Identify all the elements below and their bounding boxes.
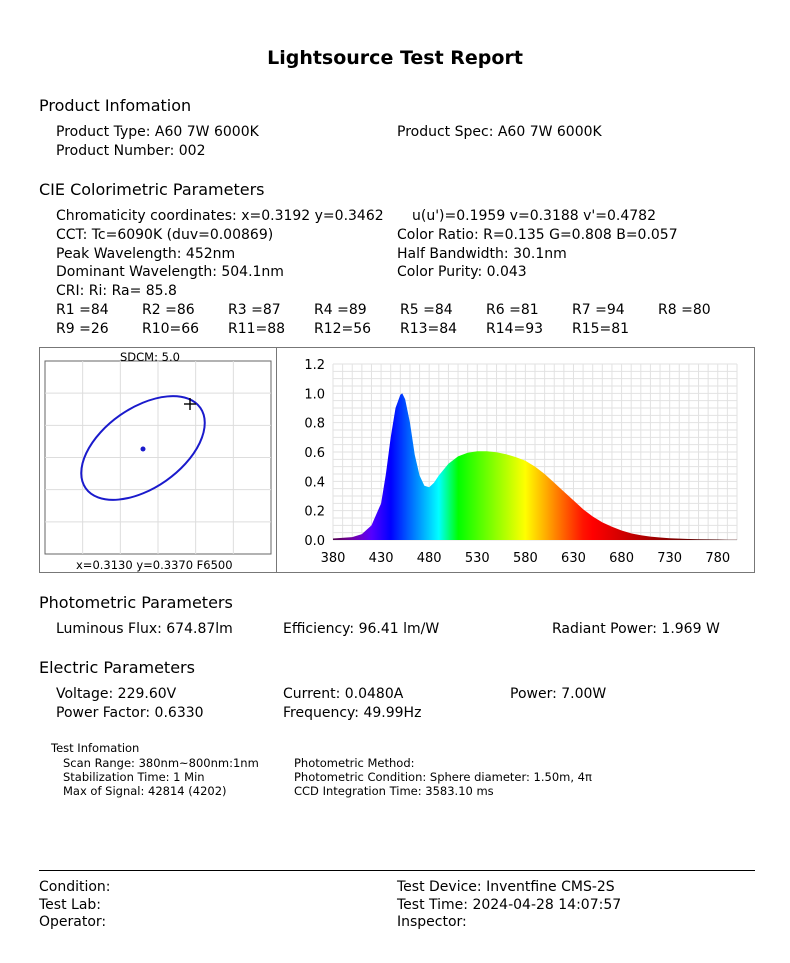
ri-value: R13=84 bbox=[400, 321, 458, 337]
scan-range: Scan Range: 380nm~800nm:1nm bbox=[63, 756, 259, 770]
product-type: Product Type: A60 7W 6000K bbox=[56, 124, 259, 140]
photometric-method: Photometric Method: bbox=[294, 756, 415, 770]
electric-heading: Electric Parameters bbox=[39, 658, 195, 677]
test-heading: Test Infomation bbox=[51, 741, 140, 755]
power-factor: Power Factor: 0.6330 bbox=[56, 705, 204, 721]
x-tick-label: 380 bbox=[320, 551, 346, 566]
x-tick-label: 730 bbox=[657, 551, 683, 566]
y-tick-label: 0.8 bbox=[304, 416, 325, 432]
cie-heading: CIE Colorimetric Parameters bbox=[39, 180, 265, 199]
y-tick-label: 1.0 bbox=[304, 387, 325, 403]
ri-value: R15=81 bbox=[572, 321, 630, 337]
y-tick-label: 0.4 bbox=[304, 475, 325, 491]
x-tick-label: 530 bbox=[464, 551, 490, 566]
cct: CCT: Tc=6090K (duv=0.00869) bbox=[56, 227, 274, 243]
uv-coordinates: u(u')=0.1959 v=0.3188 v'=0.4782 bbox=[412, 208, 656, 224]
luminous-flux: Luminous Flux: 674.87lm bbox=[56, 621, 233, 637]
report-title: Lightsource Test Report bbox=[267, 47, 523, 69]
y-tick-label: 0.6 bbox=[304, 446, 325, 461]
peak-wavelength: Peak Wavelength: 452nm bbox=[56, 246, 236, 262]
efficiency: Efficiency: 96.41 lm/W bbox=[283, 621, 440, 637]
current: Current: 0.0480A bbox=[283, 686, 404, 702]
max-signal: Max of Signal: 42814 (4202) bbox=[63, 784, 227, 798]
spectrum-chart bbox=[277, 348, 755, 572]
x-tick-label: 780 bbox=[705, 551, 731, 566]
y-tick-label: 1.2 bbox=[304, 358, 325, 373]
footer-divider bbox=[39, 870, 755, 871]
half-bandwidth: Half Bandwidth: 30.1nm bbox=[397, 246, 567, 262]
x-tick-label: 580 bbox=[512, 551, 538, 566]
ri-value: R12=56 bbox=[314, 321, 372, 337]
x-tick-label: 480 bbox=[416, 551, 442, 566]
product-number: Product Number: 002 bbox=[56, 143, 206, 159]
ri-value: R9 =26 bbox=[56, 321, 109, 337]
color-ratio: Color Ratio: R=0.135 G=0.808 B=0.057 bbox=[397, 227, 678, 243]
product-spec: Product Spec: A60 7W 6000K bbox=[397, 124, 602, 140]
voltage: Voltage: 229.60V bbox=[56, 686, 177, 702]
ri-value: R4 =89 bbox=[314, 302, 367, 318]
ri-value: R5 =84 bbox=[400, 302, 453, 318]
ccd-integration-time: CCD Integration Time: 3583.10 ms bbox=[294, 784, 494, 798]
footer-test-time: Test Time: 2024-04-28 14:07:57 bbox=[397, 897, 622, 913]
ri-value: R8 =80 bbox=[658, 302, 711, 318]
power: Power: 7.00W bbox=[510, 686, 607, 702]
photometric-heading: Photometric Parameters bbox=[39, 593, 233, 612]
x-tick-label: 630 bbox=[561, 551, 586, 566]
radiant-power: Radiant Power: 1.969 W bbox=[552, 621, 720, 637]
chromaticity: Chromaticity coordinates: x=0.3192 y=0.3462 bbox=[56, 208, 384, 224]
ri-value: R7 =94 bbox=[572, 302, 625, 318]
color-purity: Color Purity: 0.043 bbox=[397, 264, 527, 280]
x-tick-label: 680 bbox=[609, 551, 634, 566]
footer-condition: Condition: bbox=[39, 879, 111, 895]
y-tick-label: 0.0 bbox=[304, 534, 325, 549]
dominant-wavelength: Dominant Wavelength: 504.1nm bbox=[56, 264, 284, 280]
photometric-condition: Photometric Condition: Sphere diameter: 1.50m, 4π bbox=[294, 770, 592, 784]
sdcm-reference: x=0.3130 y=0.3370 F6500 bbox=[76, 558, 233, 572]
charts-panel bbox=[39, 347, 755, 573]
ri-value: R2 =86 bbox=[142, 302, 195, 318]
product-heading: Product Infomation bbox=[39, 96, 192, 115]
footer-test-device: Test Device: Inventfine CMS-2S bbox=[397, 879, 615, 895]
sdcm-label: SDCM: 5.0 bbox=[120, 350, 180, 364]
ri-value: R3 =87 bbox=[228, 302, 281, 318]
ri-value: R11=88 bbox=[228, 321, 286, 337]
footer-inspector: Inspector: bbox=[397, 914, 467, 930]
sdcm-chart bbox=[40, 348, 278, 572]
frequency: Frequency: 49.99Hz bbox=[283, 705, 422, 721]
sdcm-center-dot bbox=[141, 447, 146, 452]
x-tick-label: 430 bbox=[368, 551, 394, 566]
cri: CRI: Ri: Ra= 85.8 bbox=[56, 283, 177, 299]
footer-test-lab: Test Lab: bbox=[39, 897, 102, 913]
ri-value: R1 =84 bbox=[56, 302, 109, 318]
ri-value: R6 =81 bbox=[486, 302, 539, 318]
footer-operator: Operator: bbox=[39, 914, 107, 930]
ri-value: R14=93 bbox=[486, 321, 544, 337]
stabilization-time: Stabilization Time: 1 Min bbox=[63, 770, 205, 784]
ri-value: R10=66 bbox=[142, 321, 200, 337]
y-tick-label: 0.2 bbox=[304, 504, 325, 520]
